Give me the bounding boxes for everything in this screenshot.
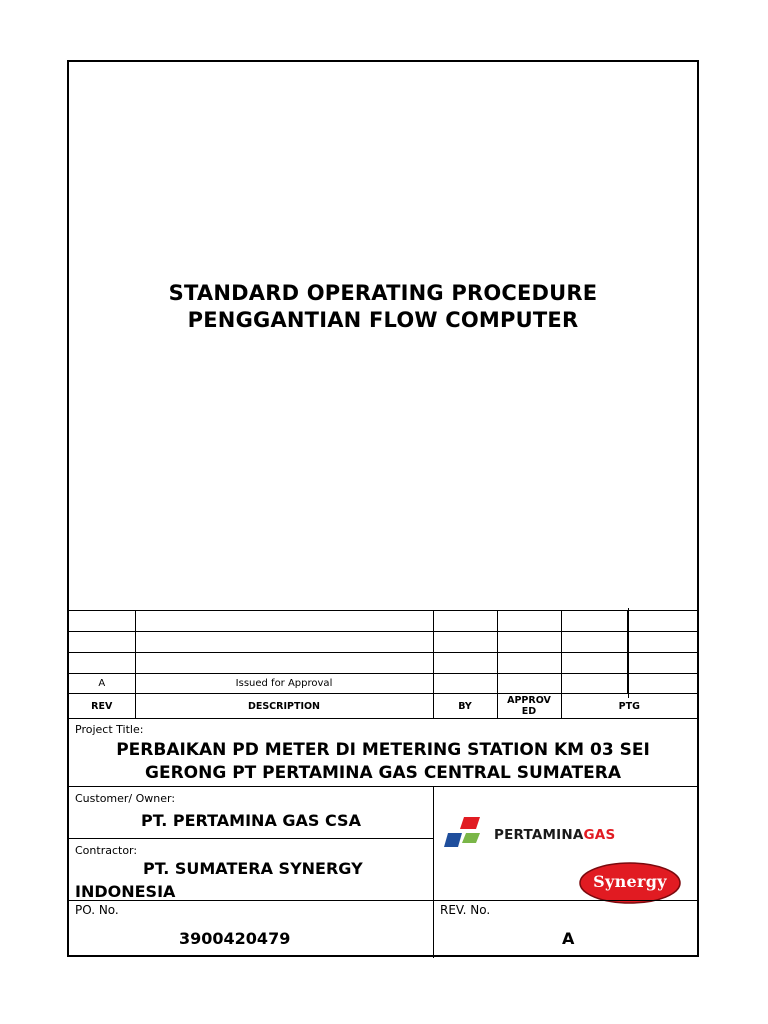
header-ptg: PTG [561, 694, 697, 719]
pertamina-word: PERTAMINA [494, 827, 584, 843]
contractor-value [75, 857, 415, 903]
description-cell [135, 632, 433, 653]
rev-cell [69, 632, 135, 653]
table-row [69, 632, 697, 653]
header-description: DESCRIPTION [135, 694, 433, 719]
pertamina-emblem-icon [442, 813, 490, 853]
approved-cell [497, 632, 561, 653]
table-row [69, 674, 697, 694]
project-title-label: Project Title: [75, 723, 144, 736]
title-line-2: PENGGANTIAN FLOW COMPUTER [187, 308, 579, 332]
by-cell [433, 653, 497, 674]
synergy-wordmark: Synergy [593, 872, 667, 891]
description-cell: Issued for Approval [135, 674, 433, 694]
project-title-section [69, 718, 697, 786]
project-title-value [69, 739, 697, 785]
extra-cell [627, 674, 697, 694]
column-divider [628, 608, 629, 698]
approved-cell [497, 674, 561, 694]
by-cell [433, 632, 497, 653]
po-value: 3900420479 [179, 929, 291, 948]
ptg-cell [561, 611, 627, 632]
table-row [69, 611, 697, 632]
description-cell [135, 653, 433, 674]
project-title-line-1: PERBAIKAN PD METER DI METERING STATION KM 03 SEI [116, 740, 650, 760]
rev-no-label: REV. No. [440, 903, 491, 917]
header-approved [497, 694, 561, 719]
approved-cell [497, 611, 561, 632]
extra-cell [627, 632, 697, 653]
title-line-1: STANDARD OPERATING PROCEDURE [168, 281, 598, 305]
document-title [69, 280, 697, 334]
header-approved-line-2: ED [521, 706, 537, 717]
synergy-logo [578, 861, 682, 905]
customer-label: Customer/ Owner: [75, 792, 176, 805]
ptg-cell [561, 632, 627, 653]
header-by: BY [433, 694, 497, 719]
rev-no-value: A [562, 929, 575, 948]
header-rev: REV [69, 694, 135, 719]
revision-table [69, 610, 697, 719]
table-header-row [69, 694, 697, 719]
extra-cell [627, 611, 697, 632]
by-cell [433, 611, 497, 632]
contractor-label: Contractor: [75, 844, 138, 857]
contractor-section [69, 838, 434, 900]
approved-cell [497, 653, 561, 674]
ptg-cell [561, 674, 627, 694]
section-divider [433, 786, 434, 958]
rev-cell [69, 653, 135, 674]
logos-section [434, 786, 697, 900]
pertamina-gas-logo [442, 813, 632, 853]
table-row [69, 653, 697, 674]
extra-cell [627, 653, 697, 674]
customer-section [69, 786, 434, 838]
by-cell [433, 674, 497, 694]
po-label: PO. No. [75, 903, 119, 917]
project-title-line-2: GERONG PT PERTAMINA GAS CENTRAL SUMATERA [145, 763, 621, 783]
description-cell [135, 611, 433, 632]
ptg-cell [561, 653, 627, 674]
rev-cell [69, 611, 135, 632]
po-section [69, 900, 434, 958]
gas-word: GAS [583, 827, 616, 843]
pertamina-gas-wordmark [494, 827, 615, 843]
rev-cell: A [69, 674, 135, 694]
customer-value: PT. PERTAMINA GAS CSA [141, 811, 361, 830]
contractor-line-2: INDONESIA [75, 882, 176, 901]
contractor-line-1: PT. SUMATERA SYNERGY [143, 859, 363, 878]
rev-no-section [434, 900, 697, 958]
header-approved-line-1: APPROV [507, 695, 551, 706]
document-frame [67, 60, 699, 957]
